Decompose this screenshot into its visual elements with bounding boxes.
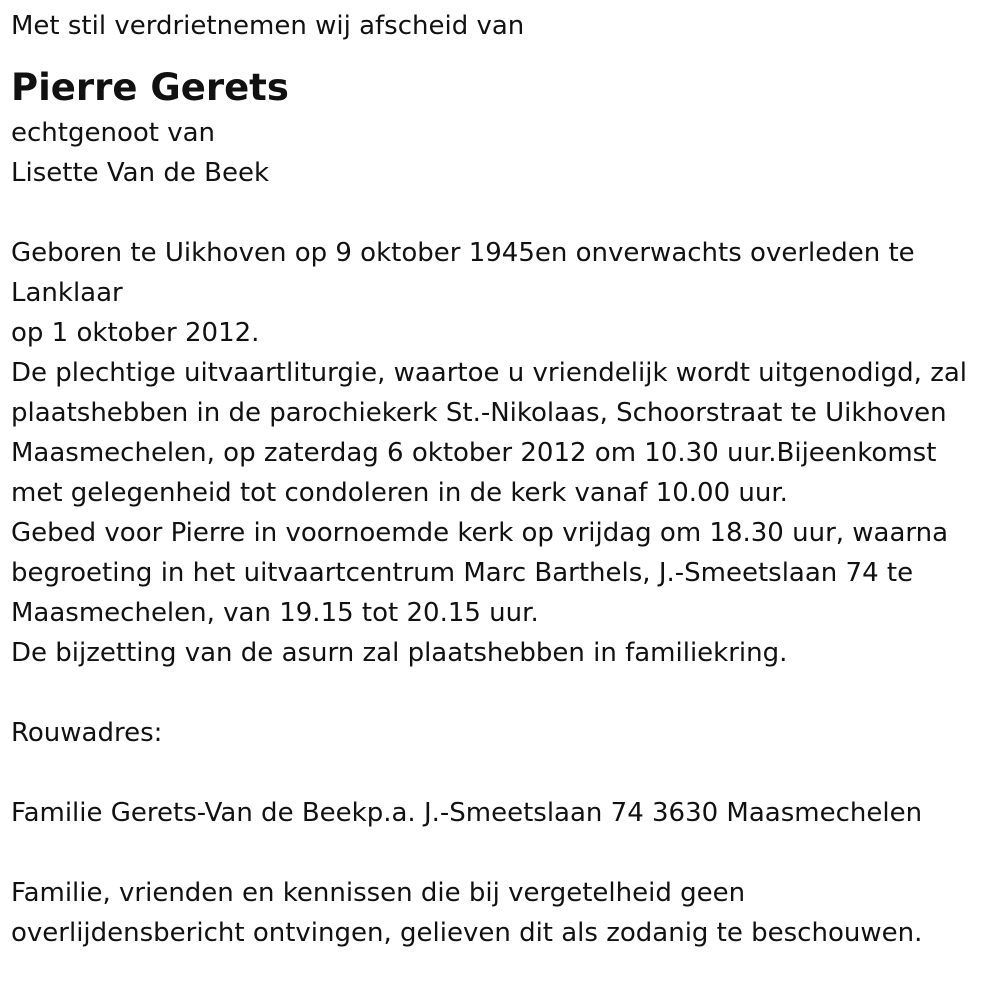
deceased-name: Pierre Gerets — [11, 66, 289, 109]
details-line: plaatshebben in de parochiekerk St.-Nikolaas, Schoorstraat te Uikhoven — [11, 398, 947, 428]
closing-line: Familie, vrienden en kennissen die bij vergetelheid geen — [11, 878, 746, 908]
spouse-name: Lisette Van de Beek — [11, 158, 269, 188]
spacer — [11, 753, 1000, 793]
spacer — [11, 833, 1000, 873]
details-line: Gebed voor Pierre in voornoemde kerk op vrijdag om 18.30 uur, waarna — [11, 518, 949, 548]
details-line: Maasmechelen, van 19.15 tot 20.15 uur. — [11, 598, 539, 628]
details-line: begroeting in het uitvaartcentrum Marc Barthels, J.-Smeetslaan 74 te — [11, 558, 914, 588]
closing-block — [11, 873, 1000, 953]
details-line: Lanklaar — [11, 278, 123, 308]
closing-line: overlijdensbericht ontvingen, gelieven dit als zodanig te beschouwen. — [11, 918, 923, 948]
details-line: De bijzetting van de asurn zal plaatshebben in familiekring. — [11, 638, 788, 668]
details-line: Maasmechelen, op zaterdag 6 oktober 2012 om 10.30 uur.Bijeenkomst — [11, 438, 937, 468]
details-line: Geboren te Uikhoven op 9 oktober 1945en onverwachts overleden te — [11, 238, 915, 268]
details-line: met gelegenheid tot condoleren in de kerk vanaf 10.00 uur. — [11, 478, 788, 508]
spacer — [11, 193, 1000, 233]
details-block — [11, 233, 1000, 673]
details-line: op 1 oktober 2012. — [11, 318, 260, 348]
mourning-address: Familie Gerets-Van de Beekp.a. J.-Smeetslaan 74 3630 Maasmechelen — [11, 798, 923, 828]
relation-text: echtgenoot van — [11, 118, 216, 148]
details-line: De plechtige uitvaartliturgie, waartoe u vriendelijk wordt uitgenodigd, zal — [11, 358, 968, 388]
intro-text: Met stil verdrietnemen wij afscheid van — [11, 11, 525, 41]
spacer — [11, 673, 1000, 713]
mourning-address-label: Rouwadres: — [11, 718, 163, 748]
